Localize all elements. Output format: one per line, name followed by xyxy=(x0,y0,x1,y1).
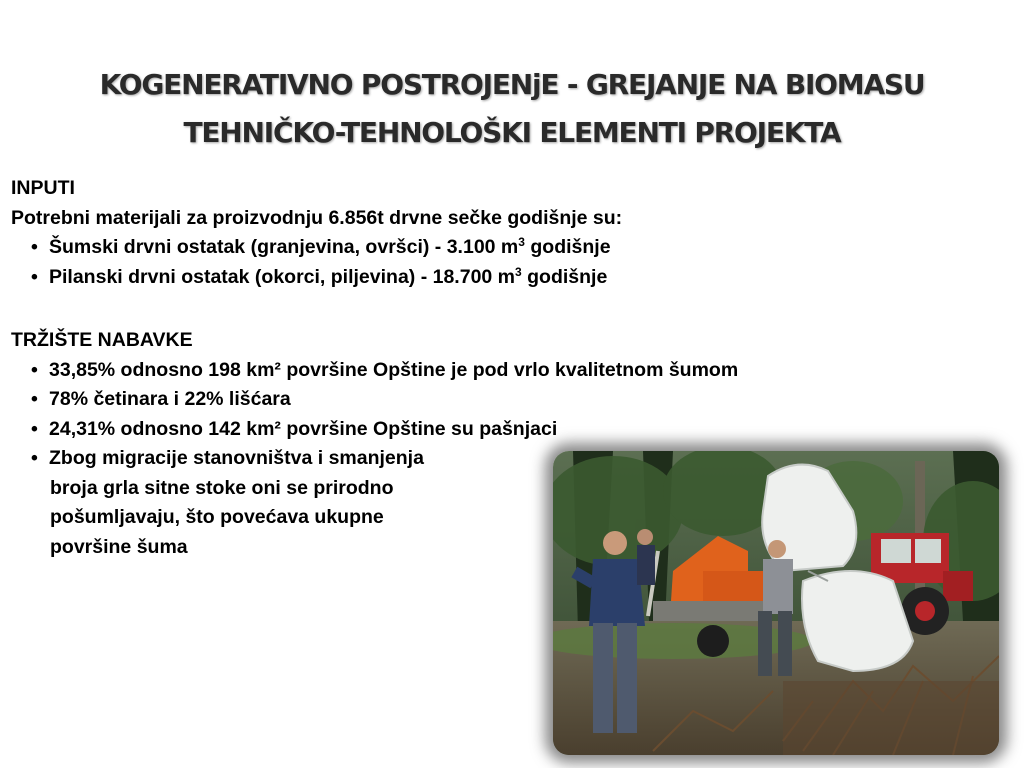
inputs-item xyxy=(11,263,1011,293)
inputs-item-suffix: godišnje xyxy=(521,265,608,288)
inputs-heading: INPUTI xyxy=(11,177,75,199)
market-item-text: 78% četinara i 22% lišćara xyxy=(49,388,291,410)
inputs-item-sup: 3 xyxy=(515,264,522,279)
slide-title-line2: TEHNIČKO-TEHNOLOŠKI ELEMENTI PROJEKTA xyxy=(183,116,841,149)
market-item-text: Zbog migracije stanovništva i smanjenja xyxy=(49,447,424,469)
inputs-item xyxy=(11,233,1011,263)
inputs-item-sup: 3 xyxy=(518,235,525,249)
biomass-photo-illustration xyxy=(553,451,999,755)
inputs-item-suffix: godišnje xyxy=(524,236,611,258)
market-item xyxy=(11,356,1011,386)
market-item-continuation: broja grla sitne stoke oni se prirodno xyxy=(50,476,394,499)
market-item-text: 24,31% odnosno 142 km² površine Opštine su pašnjaci xyxy=(49,417,558,440)
market-item xyxy=(11,415,1011,445)
biomass-photo xyxy=(553,451,999,755)
slide-title-line1: KOGENERATIVNO POSTROJENjE - GREJANJE NA BIOMASU xyxy=(99,68,925,101)
market-item-continuation: pošumljavaju, što povećava ukupne xyxy=(50,506,384,528)
market-item xyxy=(11,385,1011,415)
worker-background xyxy=(637,529,655,585)
market-heading: TRŽIŠTE NABAVKE xyxy=(11,329,193,351)
inputs-item-text: Šumski drvni ostatak (granjevina, ovršci) - 3.100 m xyxy=(49,236,519,258)
bullet-icon: • xyxy=(31,447,38,469)
section-spacer xyxy=(11,292,1011,326)
bullet-icon: • xyxy=(31,417,38,440)
bullet-icon: • xyxy=(31,265,38,288)
inputs-intro: Potrebni materijali za proizvodnju 6.856t drvne sečke godišnje su: xyxy=(11,206,623,229)
market-item-text: 33,85% odnosno 198 km² površine Opštine je pod vrlo kvalitetnom šumom xyxy=(49,358,739,381)
bullet-icon: • xyxy=(31,236,38,258)
inputs-item-text: Pilanski drvni ostatak (okorci, piljevina) - 18.700 m xyxy=(49,265,516,288)
market-item-continuation: površine šuma xyxy=(50,535,188,558)
bullet-icon: • xyxy=(31,358,38,381)
bullet-icon: • xyxy=(31,388,38,410)
